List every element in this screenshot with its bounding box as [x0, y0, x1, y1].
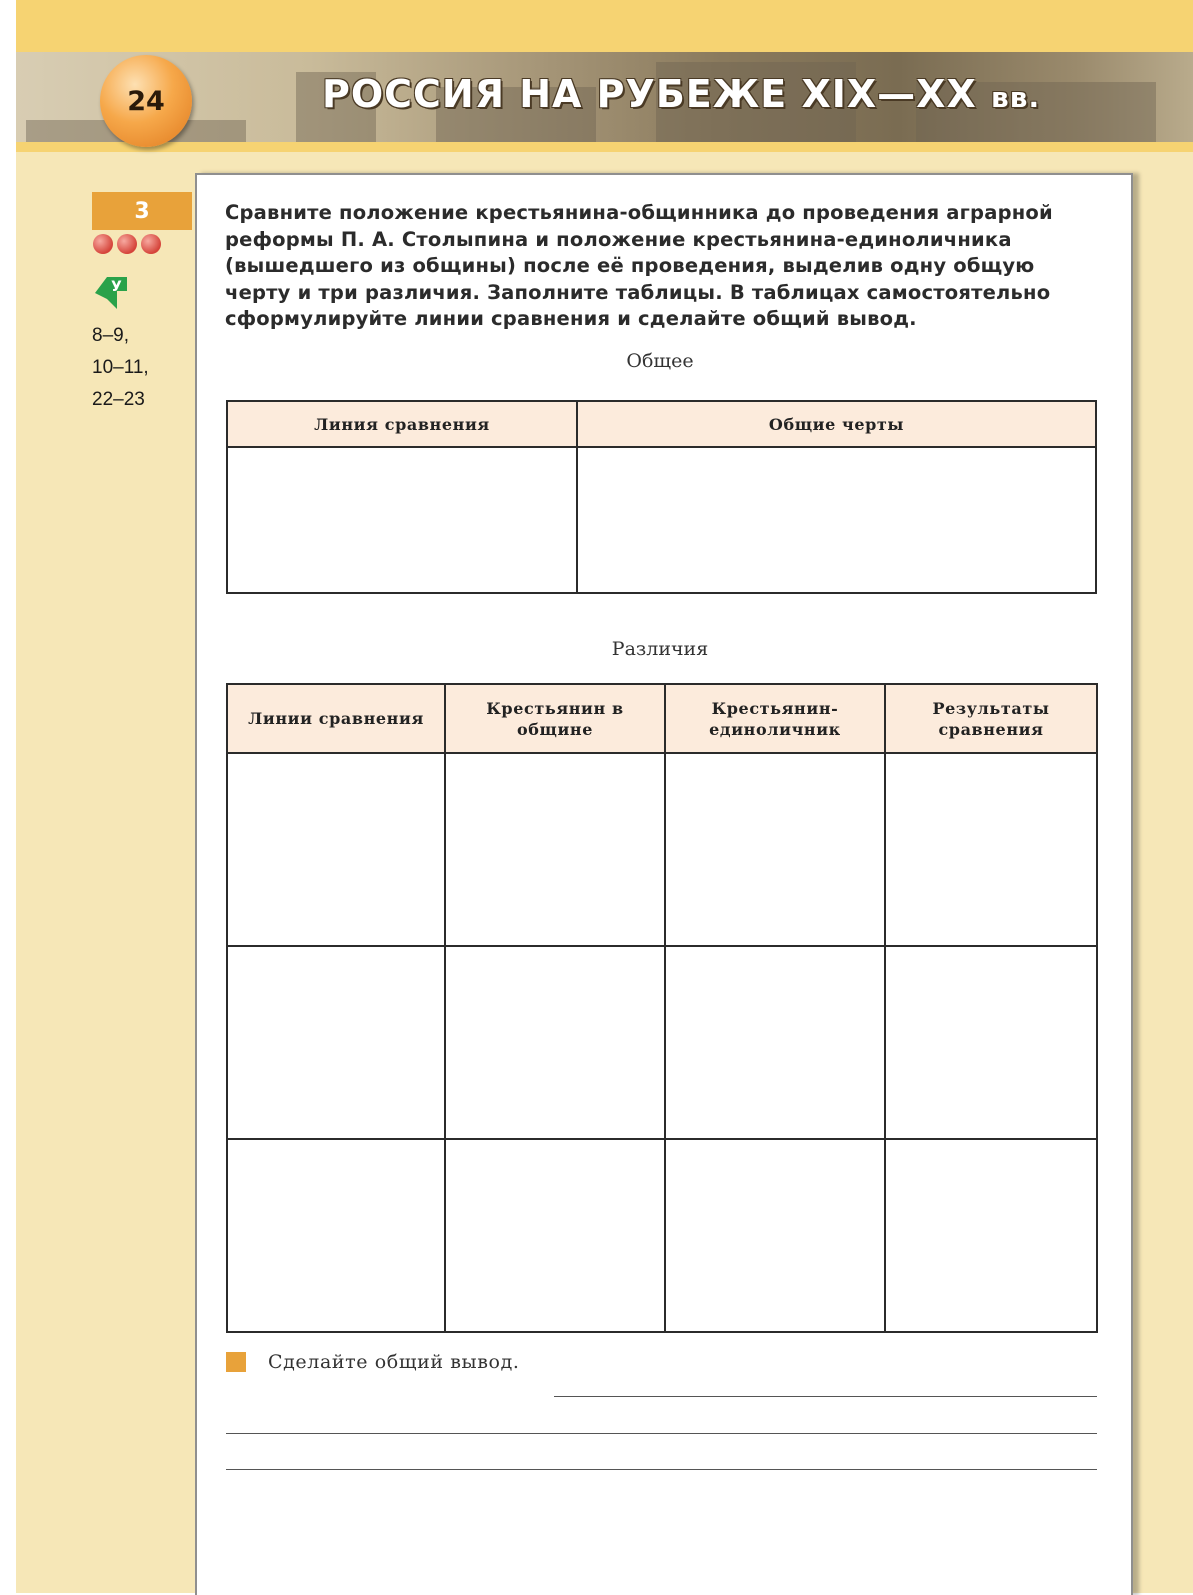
page-references — [92, 320, 149, 416]
top-band — [16, 0, 1193, 52]
conclusion-bullet-icon — [226, 1352, 246, 1372]
chapter-title-main: РОССИЯ НА РУБЕЖЕ XIX—XX — [322, 72, 977, 116]
table-row — [227, 753, 1097, 946]
diff-col-header: Линии сравнения — [227, 684, 445, 753]
table-cell-input[interactable] — [445, 946, 665, 1139]
table-cell-input[interactable] — [665, 1139, 885, 1332]
table-row — [227, 1139, 1097, 1332]
table-cell-input[interactable] — [885, 1139, 1097, 1332]
table-cell-input[interactable] — [227, 946, 445, 1139]
table-cell-input[interactable] — [227, 1139, 445, 1332]
chapter-title — [322, 72, 1040, 116]
page-ref: 10–11, — [92, 357, 149, 378]
table-cell-input[interactable] — [885, 946, 1097, 1139]
table-row — [227, 946, 1097, 1139]
common-col-header: Линия сравнения — [227, 401, 577, 447]
differences-table — [226, 683, 1098, 1333]
table-cell-input[interactable] — [227, 753, 445, 946]
page-ref: 22–23 — [92, 389, 145, 410]
lesson-number: 24 — [127, 85, 165, 117]
conclusion-prompt: Сделайте общий вывод. — [268, 1351, 520, 1373]
chapter-title-suffix: вв. — [991, 81, 1041, 114]
task-instructions: Сравните положение крестьянина-общинника до проведения аграрной реформы П. А. Столыпина и положение крестьянина-единоличника (вышедшего из общины) после её проведения, выделив одну общую черту и три различия. Заполните таблицы. В таблицах самостоятельно сформулируйте линии сравнения и сделайте общий вывод. — [225, 201, 1053, 330]
diff-table-caption: Различия — [611, 638, 709, 660]
table-cell-input[interactable] — [885, 753, 1097, 946]
task-number: 3 — [134, 198, 150, 224]
difficulty-dot-icon — [141, 234, 161, 254]
difficulty-dots — [93, 234, 161, 254]
header-bottom-band — [16, 142, 1193, 152]
table-cell-input[interactable] — [665, 753, 885, 946]
answer-line[interactable] — [226, 1433, 1097, 1434]
table-cell-input[interactable] — [445, 1139, 665, 1332]
svg-text:У: У — [111, 279, 122, 295]
difficulty-dot-icon — [117, 234, 137, 254]
answer-line[interactable] — [226, 1469, 1097, 1470]
answer-line[interactable] — [554, 1396, 1097, 1397]
lesson-number-badge — [100, 55, 192, 147]
diff-col-header: Крестьянин в общине — [445, 684, 665, 753]
table-cell-input[interactable] — [227, 447, 577, 593]
diff-col-header: Результаты сравнения — [885, 684, 1097, 753]
difficulty-dot-icon — [93, 234, 113, 254]
table-cell-input[interactable] — [665, 946, 885, 1139]
common-col-header: Общие черты — [577, 401, 1096, 447]
textbook-arrow-icon — [93, 275, 129, 311]
common-features-table — [226, 400, 1097, 594]
diff-col-header: Крестьянин-единоличник — [665, 684, 885, 753]
common-table-caption: Общее — [626, 350, 694, 372]
page-ref: 8–9, — [92, 325, 129, 346]
table-cell-input[interactable] — [445, 753, 665, 946]
task-number-badge — [92, 192, 192, 230]
table-cell-input[interactable] — [577, 447, 1096, 593]
